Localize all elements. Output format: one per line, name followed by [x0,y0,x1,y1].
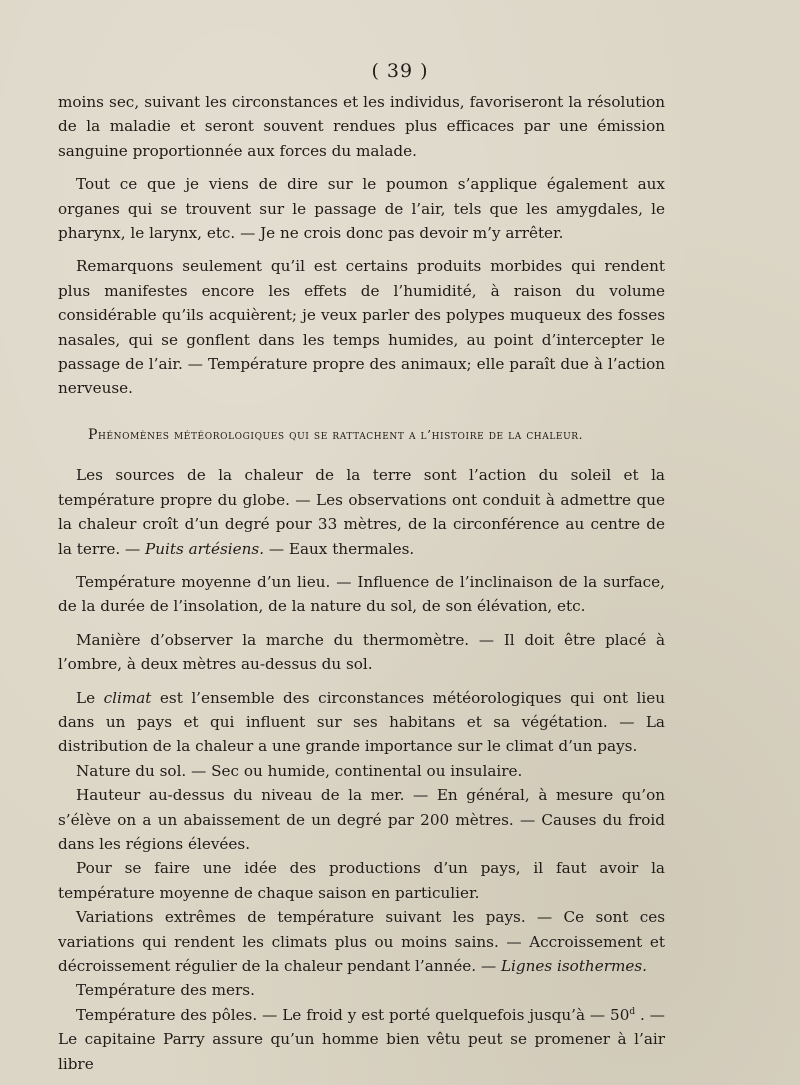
paragraph: Hauteur au-dessus du niveau de la mer. — En général, à mesure qu’on s’élève on a un abaissement de un degré par 200 mètres. — Causes du froid dans les régions élevées. [58,786,665,853]
section-heading [58,423,665,447]
page-number: ( 39 ) [371,60,429,82]
paragraph: Tout ce que je viens de dire sur le poumon s’applique également aux organes qui se trouvent sur le passage de l’air, tels que les amygdales, le pharynx, le larynx, etc. — Je ne crois donc pas devoir m’y arrêter. [58,175,665,243]
paragraph: Manière d’observer la marche du thermomètre. — Il doit être placé à l’ombre, à deux mètres au-dessus du sol. [58,630,665,674]
paragraph-text: . — Le capitaine Parry assure qu’un homme bien vêtu peut se promener à l’air libre [58,1005,665,1073]
paragraph [58,463,665,561]
paragraph: Température moyenne d’un lieu. — Influence de l’inclinaison de la surface, de la durée de l’insolation, de la nature du sol, de son élévation, etc. [58,572,665,616]
paragraph-text: Température des pôles. — Le froid y est porté quelquefois jusqu’à — 50 [76,1005,630,1024]
paragraph: Nature du sol. — Sec ou humide, continental ou insulaire. [76,761,523,780]
paragraph [58,686,665,759]
paragraph [58,1003,665,1076]
degree-superscript: d [629,1006,636,1017]
paragraph-text: Variations extrêmes de température suivant les pays. — Ce sont ces variations qui rendent les climats plus ou moins sains. — Accroissement et décroissement régulier de la chaleur pendant l’année. — [58,908,665,975]
paragraph: Remarquons seulement qu’il est certains produits morbides qui rendent plus manifestes encore les effets de l’humidité, à raison du volume considérable qu’ils acquièrent; je veux parler des polypes muqueux des fosses nasales, qui se gonflent dans les temps humides, au point d’intercepter le passage de l’air. — Température propre des animaux; elle paraît due à l’action nerveuse. [58,257,665,398]
italic-term: Puits artésiens. [145,539,265,558]
heading-initial: P [88,426,99,443]
paragraph: Température des mers. [76,981,255,1000]
paragraph-text: est l’ensemble des circonstances météorologiques qui ont lieu dans un pays et qui influent sur ses habitans et sa végétation. — La distribution de la chaleur a une grande importance sur le climat d’un pays. [58,688,666,756]
paragraph: Pour se faire une idée des productions d’un pays, il faut avoir la température moyenne de chaque saison en particulier. [58,859,665,902]
italic-term: Lignes isothermes. [500,957,647,975]
paragraph-text: — Eaux thermales. [264,539,415,558]
paragraph-text: Les sources de la chaleur de la terre sont l’action du soleil et la température propre du globe. — Les observations ont conduit à admettre que la chaleur croît d’un degré pour 33 mètres, de la circonférence au centre de la terre. — [58,466,665,558]
paragraph-continuation: moins sec, suivant les circonstances et les individus, favoriseront la résolution de la maladie et seront souvent rendues plus efficaces par une émission sanguine proportionnée aux forces du malade. [58,93,665,160]
paragraph-text: Le [76,688,104,707]
heading-text: hénomènes météorologiques qui se rattachent a l’histoire de la chaleur. [98,427,584,442]
paragraph [58,905,665,978]
page-body [58,90,665,1076]
italic-term: climat [103,688,152,707]
